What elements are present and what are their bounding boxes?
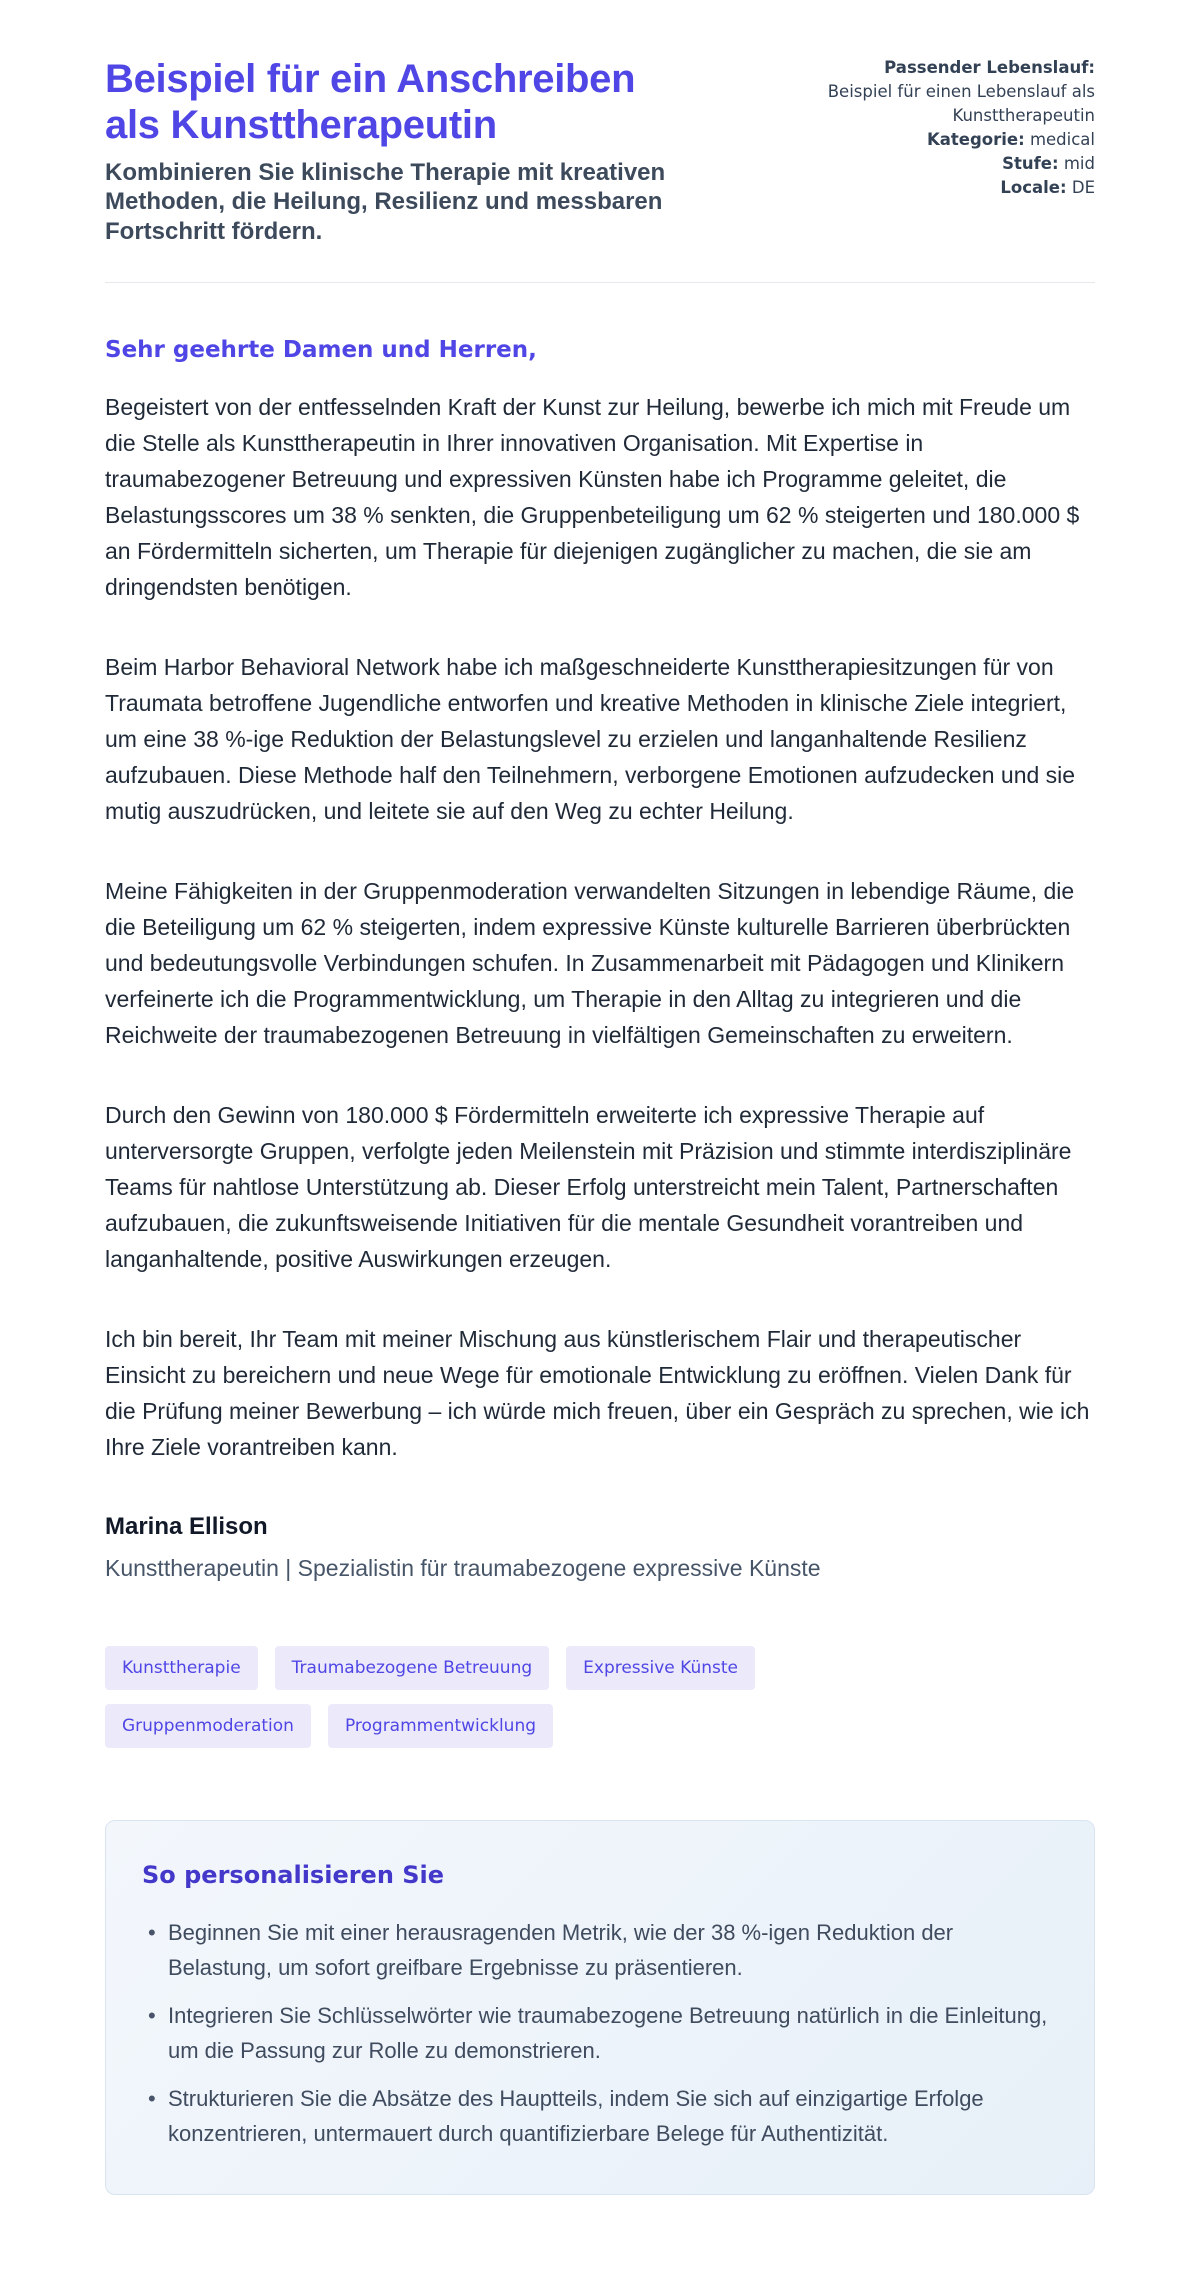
header-title-block — [105, 56, 705, 246]
letter-paragraph-4: Durch den Gewinn von 180.000 $ Fördermitteln erweiterte ich expressive Therapie auf unterversorgte Gruppen, verfolgte jeden Meilenstein mit Präzision und stimmte interdisziplinäre Teams für nahtlose Unterstützung ab. Dieser Erfolg unterstreicht mein Talent, Partnerschaften aufzubauen, die zukunftsweisende Initiativen für die mentale Gesundheit vorantreiben und langanhaltende, positive Auswirkungen erzeugen. — [105, 1102, 1072, 1273]
meta-value-level: mid — [1063, 154, 1095, 173]
skill-tag: Kunsttherapie — [105, 1646, 258, 1690]
tips-list — [142, 1915, 1058, 2151]
page-subtitle: Kombinieren Sie klinische Therapie mit kreativen Methoden, die Heilung, Resilienz und messbaren Fortschritt fördern. — [105, 158, 666, 245]
skill-tag-list — [105, 1646, 905, 1748]
letter-body — [105, 389, 1095, 1465]
letter-greeting: Sehr geehrte Damen und Herren, — [105, 337, 537, 364]
tip-item: • Integrieren Sie Schlüsselwörter wie traumabezogene Betreuung natürlich in die Einleitung, um die Passung zur Rolle zu demonstrieren. — [142, 1998, 1058, 2068]
page-container — [105, 0, 1095, 2195]
letter-paragraph-3: Meine Fähigkeiten in der Gruppenmoderation verwandelten Sitzungen in lebendige Räume, die die Beteiligung um 62 % steigerten, indem expressive Künste kulturelle Barrieren überbrückten und bedeutungsvolle Verbindungen schufen. In Zusammenarbeit mit Pädagogen und Klinikern verfeinerte ich die Programmentwicklung, um Therapie in den Alltag zu integrieren und die Reichweite der traumabezogenen Betreuung in vielfältigen Gemeinschaften zu erweitern. — [105, 878, 1075, 1049]
letter-paragraph-5: Ich bin bereit, Ihr Team mit meiner Mischung aus künstlerischem Flair und therapeutischer Einsicht zu bereichern und neue Wege für emotionale Entwicklung zu eröffnen. Vielen Dank für die Prüfung meiner Bewerbung – ich würde mich freuen, über ein Gespräch zu sprechen, wie ich Ihre Ziele vorantreiben kann. — [105, 1326, 1090, 1461]
meta-label-locale: Locale: — [1000, 178, 1067, 197]
signature-role: Kunsttherapeutin | Spezialistin für traumabezogene expressive Künste — [105, 1555, 821, 1582]
skill-tag: Traumabezogene Betreuung — [275, 1646, 549, 1690]
letter-paragraph-1: Begeistert von der entfesselnden Kraft der Kunst zur Heilung, bewerbe ich mich mit Freude um die Stelle als Kunsttherapeutin in Ihrer innovativen Organisation. Mit Expertise in traumabezogener Betreuung und expressiven Künsten habe ich Programme geleitet, die Belastungsscores um 38 % senkten, die Gruppenbeteiligung um 62 % steigerten und 180.000 $ an Fördermitteln sicherten, um Therapie für diejenigen zugänglicher zu machen, die sie am dringendsten benötigen. — [105, 394, 1080, 601]
meta-label-resume: Passender Lebenslauf: — [884, 58, 1095, 77]
tip-item: • Strukturieren Sie die Absätze des Hauptteils, indem Sie sich auf einzigartige Erfolge konzentrieren, untermauert durch quantifizierbare Belege für Authentizität. — [142, 2081, 1058, 2151]
page-title: Beispiel für ein Anschreiben als Kunsttherapeutin — [105, 57, 636, 148]
meta-label-level: Stufe: — [1002, 154, 1059, 173]
signature-name: Marina Ellison — [105, 1513, 268, 1541]
skill-tag: Expressive Künste — [566, 1646, 755, 1690]
meta-row-level — [803, 152, 1095, 176]
metadata-panel — [803, 56, 1095, 200]
personalization-tips-box — [105, 1820, 1095, 2195]
meta-label-category: Kategorie: — [926, 130, 1025, 149]
meta-value-resume: Beispiel für einen Lebenslauf als Kunsttherapeutin — [827, 82, 1095, 125]
meta-value-locale: DE — [1071, 178, 1095, 197]
tips-heading: So personalisieren Sie — [142, 1861, 445, 1890]
header-divider — [105, 282, 1095, 283]
tip-item: • Beginnen Sie mit einer herausragenden Metrik, wie der 38 %-igen Reduktion der Belastung, um sofort greifbare Ergebnisse zu präsentieren. — [142, 1915, 1058, 1985]
meta-row-category — [803, 128, 1095, 152]
meta-value-category: medical — [1029, 130, 1095, 149]
meta-row-locale — [803, 176, 1095, 200]
skill-tag: Gruppenmoderation — [105, 1704, 311, 1748]
skill-tag: Programmentwicklung — [328, 1704, 553, 1748]
letter-paragraph-2: Beim Harbor Behavioral Network habe ich maßgeschneiderte Kunsttherapiesitzungen für von Traumata betroffene Jugendliche entworfen und kreative Methoden in klinische Ziele integriert, um eine 38 %-ige Reduktion der Belastungslevel zu erzielen und langanhaltende Resilienz aufzubauen. Diese Methode half den Teilnehmern, verborgene Emotionen aufzudecken und sie mutig auszudrücken, und leitete sie auf den Weg zu echter Heilung. — [105, 654, 1076, 825]
page-header — [105, 56, 1095, 246]
meta-row-resume — [803, 56, 1095, 128]
